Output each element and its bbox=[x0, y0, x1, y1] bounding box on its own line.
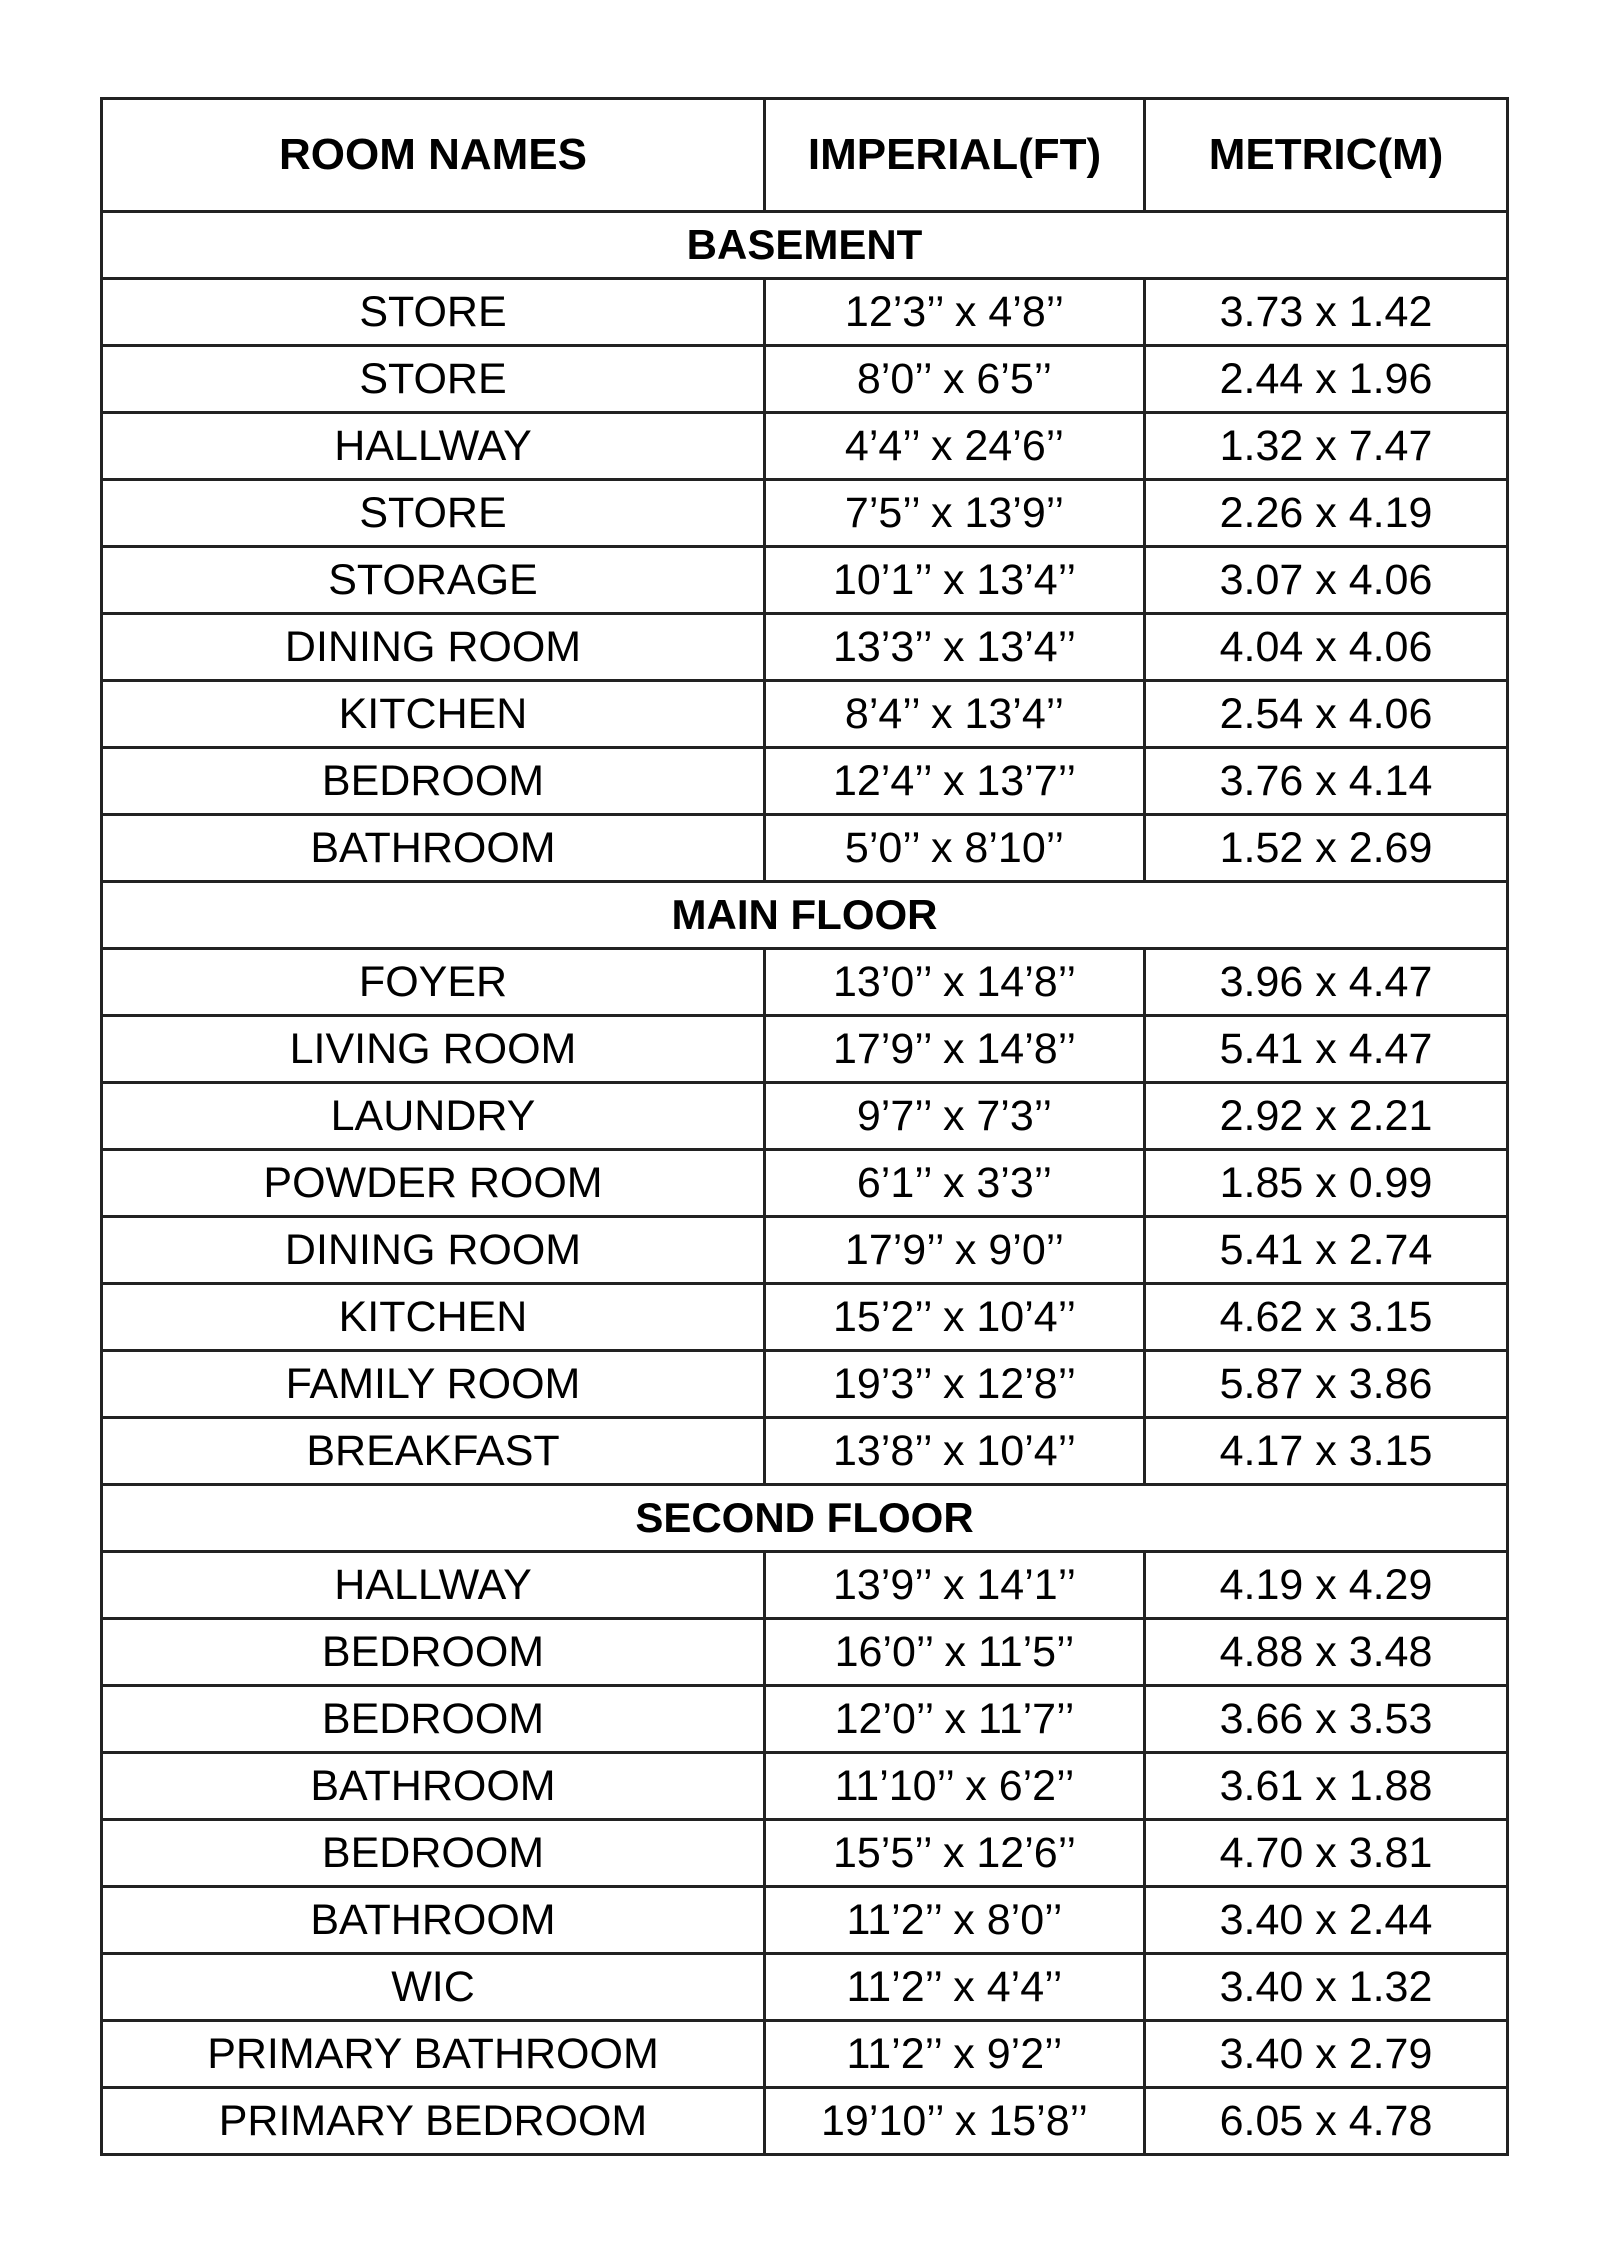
metric-cell: 5.41 x 2.74 bbox=[1145, 1217, 1508, 1284]
room-name-cell: BATHROOM bbox=[102, 815, 765, 882]
metric-cell: 4.70 x 3.81 bbox=[1145, 1820, 1508, 1887]
table-row bbox=[102, 346, 1508, 413]
header-imperial: IMPERIAL(FT) bbox=[765, 99, 1145, 212]
table-row bbox=[102, 1619, 1508, 1686]
room-dimensions-table bbox=[100, 97, 1509, 2156]
imperial-cell: 15’2’’ x 10’4’’ bbox=[765, 1284, 1145, 1351]
table-row bbox=[102, 748, 1508, 815]
header-room-names: ROOM NAMES bbox=[102, 99, 765, 212]
room-name-cell: DINING ROOM bbox=[102, 614, 765, 681]
room-name-cell: STORAGE bbox=[102, 547, 765, 614]
table-row bbox=[102, 1083, 1508, 1150]
metric-cell: 3.76 x 4.14 bbox=[1145, 748, 1508, 815]
metric-cell: 3.66 x 3.53 bbox=[1145, 1686, 1508, 1753]
metric-cell: 1.32 x 7.47 bbox=[1145, 413, 1508, 480]
metric-cell: 5.87 x 3.86 bbox=[1145, 1351, 1508, 1418]
room-name-cell: STORE bbox=[102, 346, 765, 413]
room-name-cell: BATHROOM bbox=[102, 1753, 765, 1820]
section-title: MAIN FLOOR bbox=[102, 882, 1508, 949]
metric-cell: 3.07 x 4.06 bbox=[1145, 547, 1508, 614]
imperial-cell: 19’3’’ x 12’8’’ bbox=[765, 1351, 1145, 1418]
imperial-cell: 4’4’’ x 24’6’’ bbox=[765, 413, 1145, 480]
section-row bbox=[102, 1485, 1508, 1552]
imperial-cell: 17’9’’ x 9’0’’ bbox=[765, 1217, 1145, 1284]
table-row bbox=[102, 1284, 1508, 1351]
imperial-cell: 11’2’’ x 8’0’’ bbox=[765, 1887, 1145, 1954]
metric-cell: 1.85 x 0.99 bbox=[1145, 1150, 1508, 1217]
table-header bbox=[102, 99, 1508, 212]
imperial-cell: 11’2’’ x 9’2’’ bbox=[765, 2021, 1145, 2088]
imperial-cell: 13’9’’ x 14’1’’ bbox=[765, 1552, 1145, 1619]
imperial-cell: 6’1’’ x 3’3’’ bbox=[765, 1150, 1145, 1217]
table-row bbox=[102, 1351, 1508, 1418]
room-name-cell: BATHROOM bbox=[102, 1887, 765, 1954]
imperial-cell: 12’3’’ x 4’8’’ bbox=[765, 279, 1145, 346]
room-name-cell: FOYER bbox=[102, 949, 765, 1016]
room-name-cell: PRIMARY BATHROOM bbox=[102, 2021, 765, 2088]
metric-cell: 3.61 x 1.88 bbox=[1145, 1753, 1508, 1820]
metric-cell: 3.40 x 2.44 bbox=[1145, 1887, 1508, 1954]
header-row bbox=[102, 99, 1508, 212]
table-body bbox=[102, 212, 1508, 2155]
table-row bbox=[102, 1418, 1508, 1485]
room-name-cell: PRIMARY BEDROOM bbox=[102, 2088, 765, 2155]
table-row bbox=[102, 2088, 1508, 2155]
metric-cell: 4.62 x 3.15 bbox=[1145, 1284, 1508, 1351]
imperial-cell: 9’7’’ x 7’3’’ bbox=[765, 1083, 1145, 1150]
table-row bbox=[102, 1150, 1508, 1217]
section-title: BASEMENT bbox=[102, 212, 1508, 279]
table-row bbox=[102, 413, 1508, 480]
room-name-cell: LIVING ROOM bbox=[102, 1016, 765, 1083]
metric-cell: 4.88 x 3.48 bbox=[1145, 1619, 1508, 1686]
imperial-cell: 8’4’’ x 13’4’’ bbox=[765, 681, 1145, 748]
table-row bbox=[102, 815, 1508, 882]
table-row bbox=[102, 547, 1508, 614]
metric-cell: 5.41 x 4.47 bbox=[1145, 1016, 1508, 1083]
room-name-cell: KITCHEN bbox=[102, 1284, 765, 1351]
room-name-cell: BEDROOM bbox=[102, 748, 765, 815]
room-name-cell: WIC bbox=[102, 1954, 765, 2021]
metric-cell: 3.40 x 1.32 bbox=[1145, 1954, 1508, 2021]
imperial-cell: 12’0’’ x 11’7’’ bbox=[765, 1686, 1145, 1753]
imperial-cell: 15’5’’ x 12’6’’ bbox=[765, 1820, 1145, 1887]
room-name-cell: STORE bbox=[102, 279, 765, 346]
room-name-cell: DINING ROOM bbox=[102, 1217, 765, 1284]
table-row bbox=[102, 1016, 1508, 1083]
imperial-cell: 13’3’’ x 13’4’’ bbox=[765, 614, 1145, 681]
room-name-cell: STORE bbox=[102, 480, 765, 547]
imperial-cell: 16’0’’ x 11’5’’ bbox=[765, 1619, 1145, 1686]
room-name-cell: HALLWAY bbox=[102, 1552, 765, 1619]
table-row bbox=[102, 2021, 1508, 2088]
room-name-cell: FAMILY ROOM bbox=[102, 1351, 765, 1418]
metric-cell: 3.40 x 2.79 bbox=[1145, 2021, 1508, 2088]
table-row bbox=[102, 279, 1508, 346]
table-row bbox=[102, 614, 1508, 681]
imperial-cell: 12’4’’ x 13’7’’ bbox=[765, 748, 1145, 815]
table-row bbox=[102, 1820, 1508, 1887]
metric-cell: 4.04 x 4.06 bbox=[1145, 614, 1508, 681]
table-row bbox=[102, 1887, 1508, 1954]
imperial-cell: 5’0’’ x 8’10’’ bbox=[765, 815, 1145, 882]
section-row bbox=[102, 882, 1508, 949]
room-name-cell: BEDROOM bbox=[102, 1686, 765, 1753]
metric-cell: 3.73 x 1.42 bbox=[1145, 279, 1508, 346]
table-row bbox=[102, 1954, 1508, 2021]
table-row bbox=[102, 949, 1508, 1016]
table-row bbox=[102, 1552, 1508, 1619]
imperial-cell: 17’9’’ x 14’8’’ bbox=[765, 1016, 1145, 1083]
metric-cell: 2.44 x 1.96 bbox=[1145, 346, 1508, 413]
room-name-cell: BEDROOM bbox=[102, 1619, 765, 1686]
imperial-cell: 11’2’’ x 4’4’’ bbox=[765, 1954, 1145, 2021]
room-name-cell: HALLWAY bbox=[102, 413, 765, 480]
section-row bbox=[102, 212, 1508, 279]
imperial-cell: 19’10’’ x 15’8’’ bbox=[765, 2088, 1145, 2155]
table-row bbox=[102, 681, 1508, 748]
section-title: SECOND FLOOR bbox=[102, 1485, 1508, 1552]
metric-cell: 4.19 x 4.29 bbox=[1145, 1552, 1508, 1619]
imperial-cell: 7’5’’ x 13’9’’ bbox=[765, 480, 1145, 547]
metric-cell: 2.54 x 4.06 bbox=[1145, 681, 1508, 748]
metric-cell: 6.05 x 4.78 bbox=[1145, 2088, 1508, 2155]
imperial-cell: 13’0’’ x 14’8’’ bbox=[765, 949, 1145, 1016]
room-name-cell: BREAKFAST bbox=[102, 1418, 765, 1485]
imperial-cell: 8’0’’ x 6’5’’ bbox=[765, 346, 1145, 413]
metric-cell: 1.52 x 2.69 bbox=[1145, 815, 1508, 882]
table-row bbox=[102, 1686, 1508, 1753]
room-name-cell: BEDROOM bbox=[102, 1820, 765, 1887]
table-row bbox=[102, 1753, 1508, 1820]
header-metric: METRIC(M) bbox=[1145, 99, 1508, 212]
metric-cell: 3.96 x 4.47 bbox=[1145, 949, 1508, 1016]
room-name-cell: KITCHEN bbox=[102, 681, 765, 748]
room-name-cell: POWDER ROOM bbox=[102, 1150, 765, 1217]
metric-cell: 2.92 x 2.21 bbox=[1145, 1083, 1508, 1150]
imperial-cell: 10’1’’ x 13’4’’ bbox=[765, 547, 1145, 614]
metric-cell: 2.26 x 4.19 bbox=[1145, 480, 1508, 547]
table-row bbox=[102, 1217, 1508, 1284]
imperial-cell: 11’10’’ x 6’2’’ bbox=[765, 1753, 1145, 1820]
imperial-cell: 13’8’’ x 10’4’’ bbox=[765, 1418, 1145, 1485]
metric-cell: 4.17 x 3.15 bbox=[1145, 1418, 1508, 1485]
table-row bbox=[102, 480, 1508, 547]
room-name-cell: LAUNDRY bbox=[102, 1083, 765, 1150]
